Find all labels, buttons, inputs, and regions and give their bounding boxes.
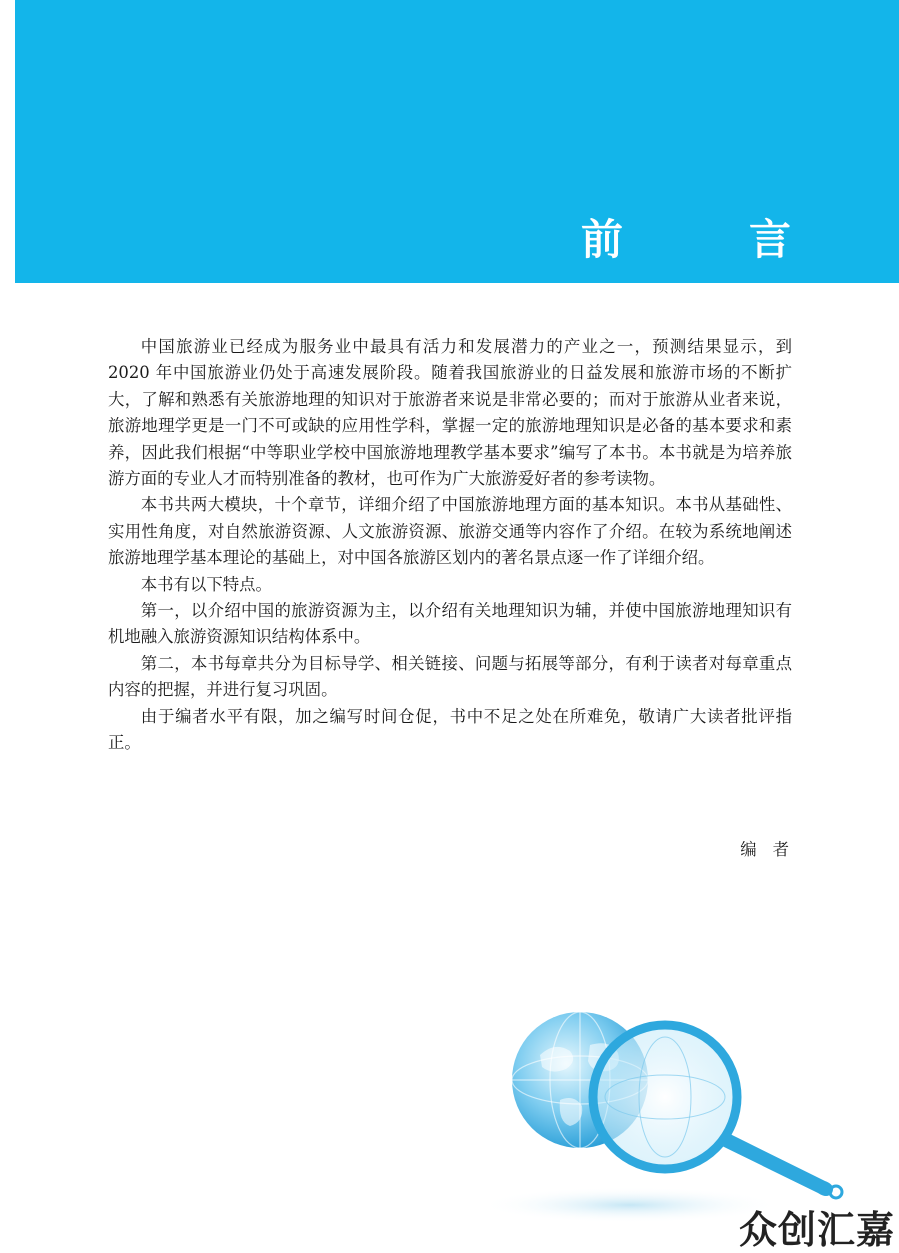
paragraph-intro: 中国旅游业已经成为服务业中最具有活力和发展潜力的产业之一，预测结果显示，到 2020 年中国旅游业仍处于高速发展阶段。随着我国旅游业的日益发展和旅游市场的不断扩大，了解和熟悉有关旅游地理的知识对于旅游者来说是非常必要的；而对于旅游从业者来说，旅游地理学更是一门不可或缺的应用性学科，掌握一定的旅游地理知识是必备的基本要求和素养，因此我们根据“中等职业学校中国旅游地理教学基本要求”编写了本书。本书就是为培养旅游方面的专业人才而特别准备的教材，也可作为广大旅游爱好者的参考读物。 xyxy=(108,337,792,489)
paragraph-structure: 本书共两大模块，十个章节，详细介绍了中国旅游地理方面的基本知识。本书从基础性、实用性角度，对自然旅游资源、人文旅游资源、旅游交通等内容作了介绍。在较为系统地阐述旅游地理学基本理论的基础上，对中国各旅游区划内的著名景点逐一作了详细介绍。 xyxy=(108,495,792,568)
page-title: 前 言 xyxy=(580,215,833,264)
watermark-logo: 众创汇嘉 xyxy=(738,1208,895,1252)
globe-shadow xyxy=(480,1187,780,1223)
signature: 编者 xyxy=(740,840,805,859)
paragraph-apology: 由于编者水平有限，加之编写时间仓促，书中不足之处在所难免，敬请广大读者批评指正。 xyxy=(108,706,792,753)
paragraph-feature-two: 第二，本书每章共分为目标导学、相关链接、问题与拓展等部分，有利于读者对每章重点内容的把握，并进行复习巩固。 xyxy=(108,653,792,700)
magnifier-lens xyxy=(593,1025,737,1169)
preface-body xyxy=(108,334,792,757)
paragraph-feature-one: 第一，以介绍中国的旅游资源为主，以介绍有关地理知识为辅，并使中国旅游地理知识有机地融入旅游资源知识结构体系中。 xyxy=(108,601,792,647)
paragraph-features-intro: 本书有以下特点。 xyxy=(140,574,272,594)
magnifier-handle xyxy=(720,1133,833,1196)
globe-magnifier-illustration xyxy=(480,985,860,1225)
